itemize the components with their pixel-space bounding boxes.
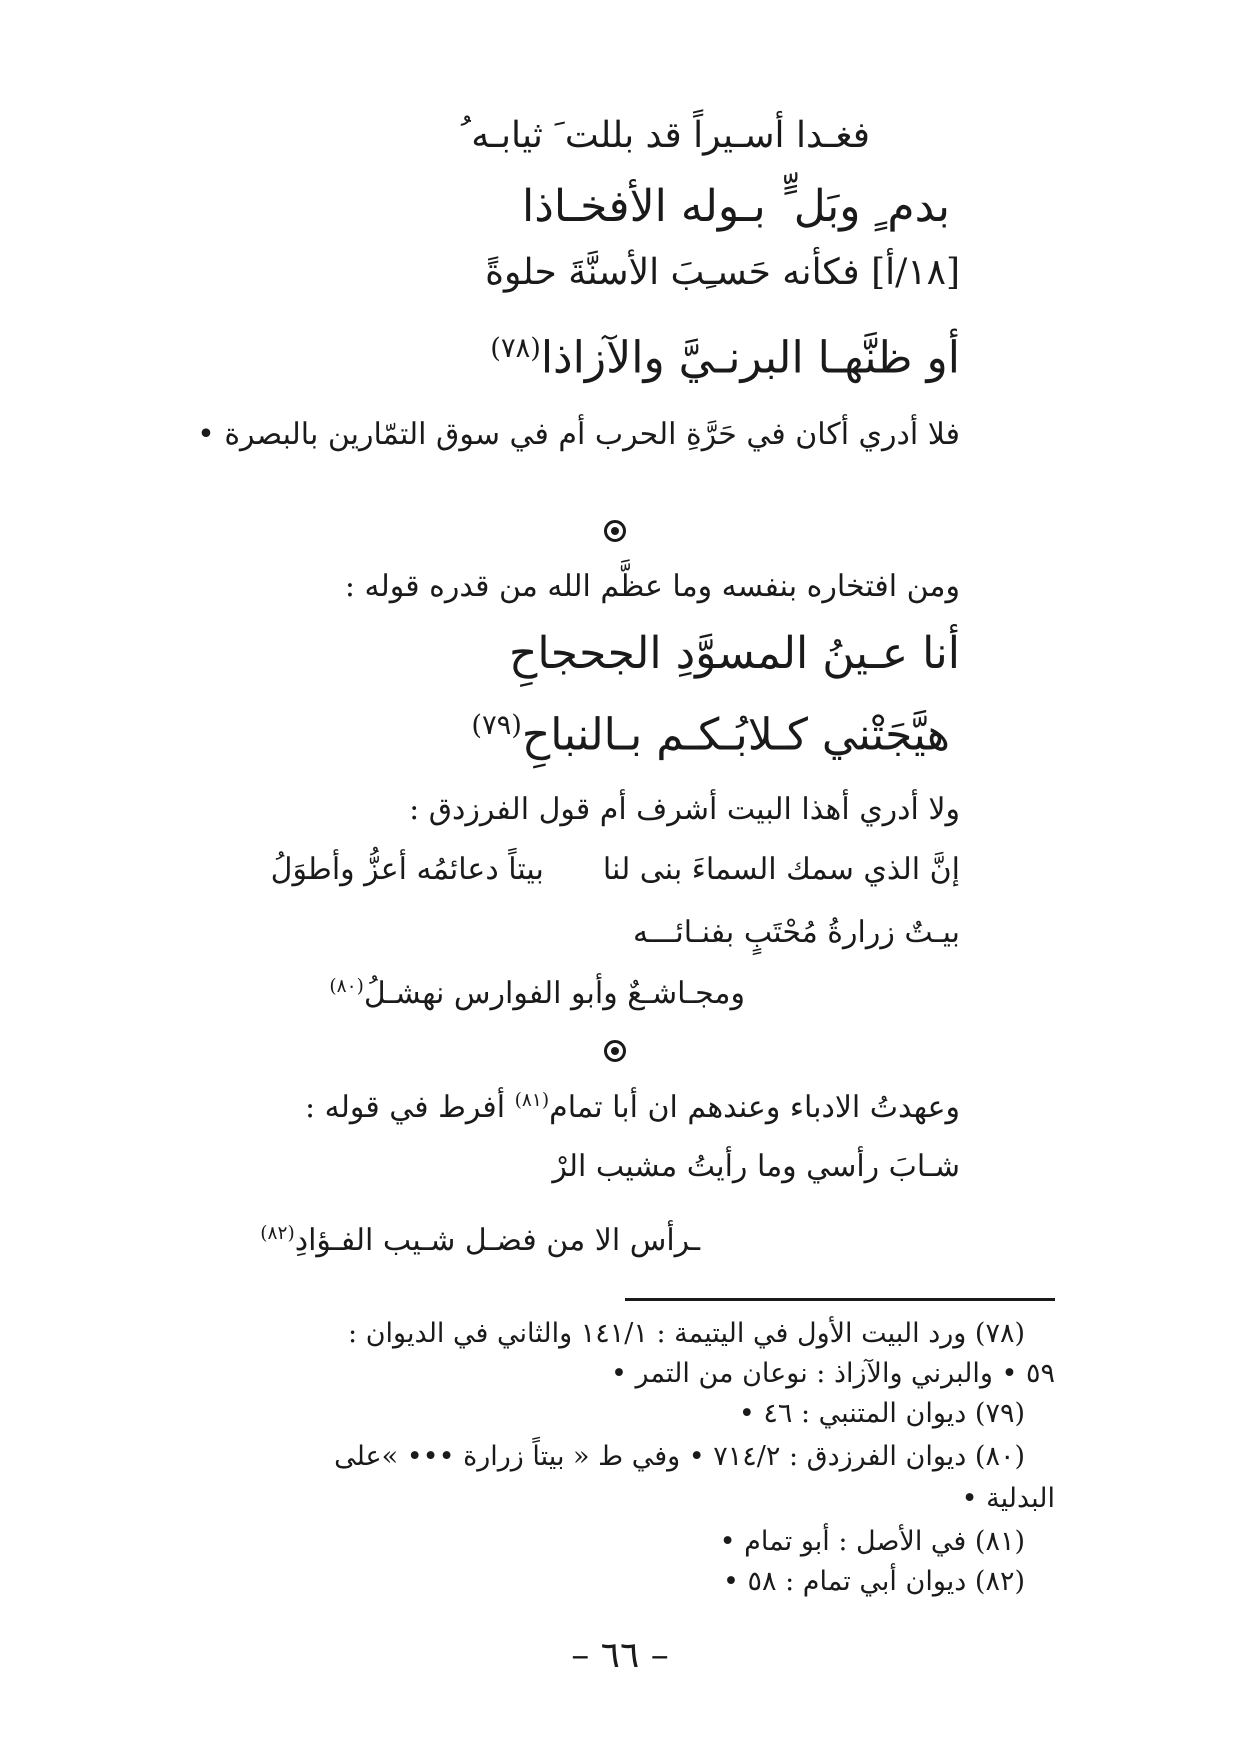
footnote-81: (٨١) في الأصل : أبو تمام • <box>719 1526 1025 1557</box>
poem3-line1-first: إنَّ الذي سمك السماءَ بنى لنا <box>602 852 960 887</box>
footnote-80-line2: البدلية • <box>961 1483 1055 1514</box>
prose-line-4-text: وعهدتُ الادباء وعندهم ان أبا تمام <box>549 1090 960 1125</box>
poem2-line2 <box>471 709 950 761</box>
poem4-line2-text: ـرأس الا من فضـل شـيب الفـؤادِ <box>294 1223 700 1258</box>
poem3-line3-text: ومجـاشـعٌ وأبو الفوارس نهشـلُ <box>363 976 745 1011</box>
poem1-line3 <box>485 252 960 293</box>
footnote-78-line1: (٧٨) ورد البيت الأول في اليتيمة : ١٤١/١ والثاني في الديوان : <box>348 1318 1025 1349</box>
footnote-82: (٨٢) ديوان أبي تمام : ٥٨ • <box>722 1566 1025 1597</box>
prose-line-4-end: أفرط في قوله : <box>304 1090 506 1125</box>
footnote-78-line2: ٥٩ • والبرني والآزاذ : نوعان من التمر • <box>611 1358 1055 1389</box>
poem1-line4 <box>490 332 960 384</box>
prose-line-4 <box>305 1092 960 1123</box>
footnote-separator <box>625 1298 1055 1301</box>
poem4-line1: شـابَ رأسي وما رأيتُ مشيب الرْ <box>552 1149 960 1184</box>
page-number: – ٦٦ – <box>571 1635 669 1676</box>
folio-marker: [١٨/أ] <box>871 252 960 293</box>
footnote-ref-81: (٨١) <box>514 1090 550 1111</box>
poem3-line2: بيـتٌ زرارةُ مُحْتَبٍ بفنـائـــه <box>632 915 960 950</box>
poem1-line2: بدم ٍ وبَل ٍّ بـوله الأفخـاذا <box>522 181 950 232</box>
poem2-line2-text: هيَّجَتْني كـلابُـكـم بـالنباحِ <box>521 709 950 761</box>
poem3-line1-second: بيتاً دعائمُه أعزُّ وأطوَلُ <box>270 852 544 887</box>
footnote-79: (٧٩) ديوان المتنبي : ٤٦ • <box>738 1398 1025 1429</box>
footnote-ref-78: (٧٨) <box>490 333 541 364</box>
prose-line-1: فلا أدري أكان في حَرَّةِ الحرب أم في سوق التمّارين بالبصرة • <box>197 417 960 452</box>
section-divider-icon <box>604 520 626 542</box>
poem1-line4-text: أو ظنَّهـا البرنـيَّ والآزاذا <box>540 332 960 384</box>
footnote-ref-80: (٨٠) <box>329 976 364 997</box>
footnote-ref-79: (٧٩) <box>471 710 522 741</box>
poem3-line1 <box>270 852 960 887</box>
prose-line-3: ولا أدري أهذا البيت أشرف أم قول الفرزدق : <box>409 792 960 827</box>
footnote-ref-82: (٨٢) <box>260 1223 295 1244</box>
poem1-line3-text: فكأنه حَسـِبَ الأسنَّةَ حلوةً <box>485 252 860 293</box>
section-divider-icon-2 <box>604 1040 626 1062</box>
prose-line-2: ومن افتخاره بنفسه وما عظَّم الله من قدره قوله : <box>344 569 960 604</box>
poem1-line1: فغـدا أسـيراً قد بللت َ ثيابـه ُ <box>460 115 870 156</box>
poem3-line3 <box>329 978 745 1009</box>
poem4-line2 <box>260 1225 700 1256</box>
footnote-80-line1: (٨٠) ديوان الفرزدق : ٧١٤/٢ • وفي ط « بيتاً زرارة ••• »على <box>334 1441 1025 1472</box>
poem2-line1: أنا عـينُ المسوَّدِ الجحجاحِ <box>508 628 960 679</box>
